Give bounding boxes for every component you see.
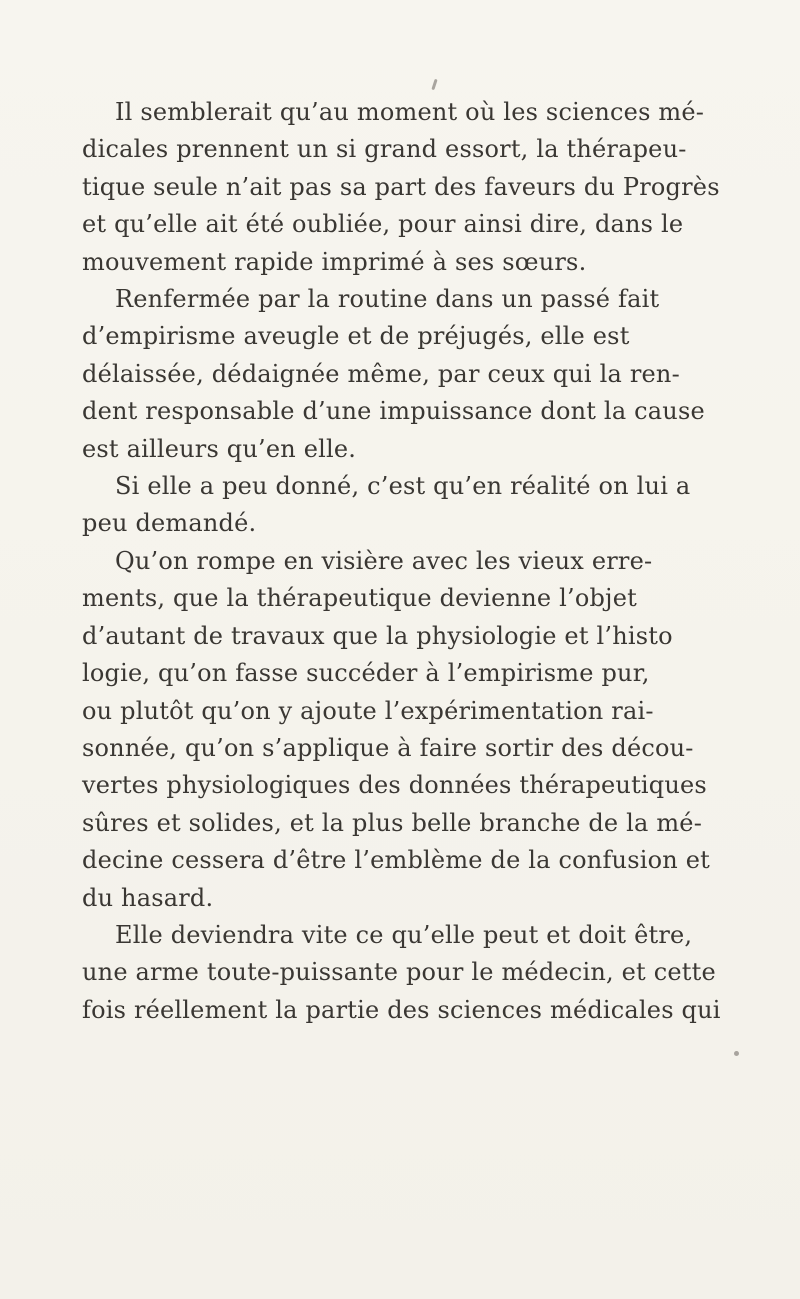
text-line: du hasard.: [82, 883, 214, 912]
text-line: dent responsable d’une impuissance dont la cause: [82, 397, 705, 426]
ink-dot: [734, 1051, 739, 1056]
text-line: délaissée, dédaignée même, par ceux qui la ren-: [82, 359, 680, 388]
text-line: est ailleurs qu’en elle.: [82, 434, 357, 463]
text-line: et qu’elle ait été oubliée, pour ainsi dire, dans le: [82, 210, 684, 239]
text-line: Renfermée par la routine dans un passé fait: [115, 285, 660, 314]
text-line: dicales prennent un si grand essort, la thérapeu-: [82, 135, 687, 164]
paragraph-5: [82, 917, 742, 1029]
text-line: Elle deviendra vite ce qu’elle peut et doit être,: [115, 920, 693, 949]
document-text-body: [82, 94, 742, 1029]
paragraph-1: [82, 94, 742, 281]
text-line: decine cessera d’être l’emblème de la confusion et: [82, 846, 710, 875]
text-line: d’empirisme aveugle et de préjugés, elle est: [82, 322, 630, 351]
text-line: une arme toute-puissante pour le médecin, et cette: [82, 958, 716, 987]
text-line: d’autant de travaux que la physiologie et l’histo: [82, 621, 673, 650]
paragraph-2: [82, 281, 742, 468]
text-line: vertes physiologiques des données thérapeutiques: [82, 771, 707, 800]
text-line: sonnée, qu’on s’applique à faire sortir des décou-: [82, 733, 694, 762]
text-line: sûres et solides, et la plus belle branche de la mé-: [82, 808, 703, 837]
text-line: Il semblerait qu’au moment où les sciences mé-: [115, 98, 705, 126]
text-line: ou plutôt qu’on y ajoute l’expérimentation rai-: [82, 696, 654, 725]
text-line: Si elle a peu donné, c’est qu’en réalité on lui a: [115, 472, 691, 501]
text-line: logie, qu’on fasse succéder à l’empirisme pur,: [82, 659, 650, 688]
paragraph-4: [82, 543, 742, 917]
text-line: ments, que la thérapeutique devienne l’objet: [82, 584, 637, 613]
text-line: mouvement rapide imprimé à ses sœurs.: [82, 247, 587, 276]
ink-mark: [431, 79, 437, 90]
paragraph-3: [82, 468, 742, 543]
text-line: tique seule n’ait pas sa part des faveurs du Progrès: [82, 172, 720, 201]
text-line: peu demandé.: [82, 509, 257, 538]
text-line: fois réellement la partie des sciences médicales qui: [82, 995, 721, 1024]
text-line: Qu’on rompe en visière avec les vieux erre-: [115, 546, 653, 575]
